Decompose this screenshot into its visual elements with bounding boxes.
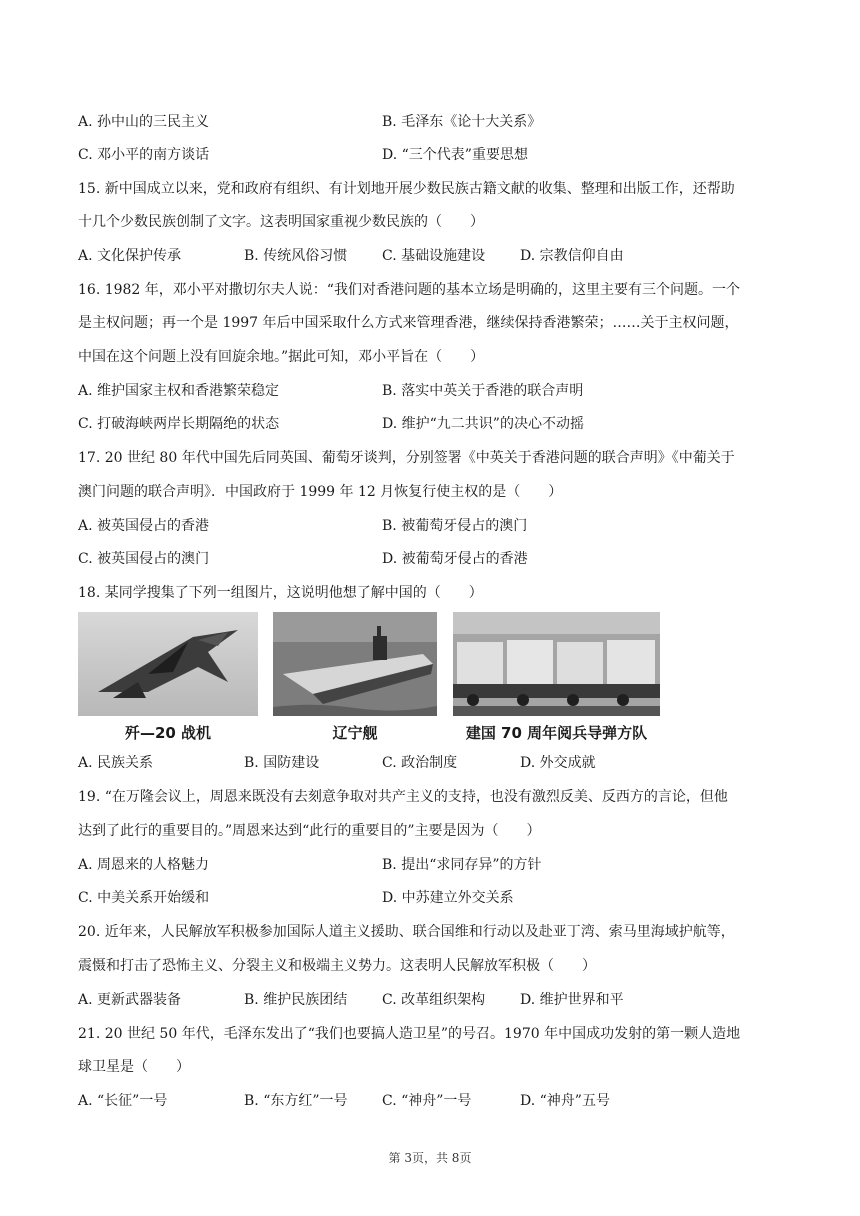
q17-option-d: D. 被葡萄牙侵占的香港 [382, 551, 528, 567]
q15-option-a: A. 文化保护传承 [78, 248, 182, 264]
q16-option-d: D. 维护“九二共识”的决心不动摇 [382, 416, 584, 432]
q18-option-c: C. 政治制度 [382, 755, 458, 771]
q18-stem-line-1: 18. 某同学搜集了下列一组图片，这说明他想了解中国的（ ） [78, 585, 483, 601]
q16-option-c: C. 打破海峡两岸长期隔绝的状态 [78, 416, 280, 432]
fighter-jet-image [78, 612, 258, 716]
q16-option-b: B. 落实中英关于香港的联合声明 [382, 383, 584, 399]
q17-option-a: A. 被英国侵占的香港 [78, 518, 210, 534]
q21-stem-line-2: 球卫星是（ ） [78, 1059, 190, 1075]
fighter-jet-caption: 歼—20 战机 [124, 724, 212, 742]
q20-stem-line-2: 震慑和打击了恐怖主义、分裂主义和极端主义势力。这表明人民解放军积极（ ） [78, 958, 596, 974]
q14-option-d: D. “三个代表”重要思想 [382, 147, 528, 163]
q18-option-b: B. 国防建设 [244, 755, 320, 771]
q14-option-c: C. 邓小平的南方谈话 [78, 147, 210, 163]
q21-stem-line-1: 21. 20 世纪 50 年代，毛泽东发出了“我们也要搞人造卫星”的号召。1970 年中国成功发射的第一颗人造地 [78, 1026, 741, 1042]
aircraft-carrier-image [273, 612, 437, 716]
q16-stem-line-2: 是主权问题；再一个是 1997 年后中国采取什么方式来管理香港，继续保持香港繁荣；……关于主权问题， [78, 315, 739, 331]
q18-photo-group [78, 612, 660, 748]
q15-option-d: D. 宗教信仰自由 [520, 248, 624, 264]
q16-option-a: A. 维护国家主权和香港繁荣稳定 [78, 383, 280, 399]
q14-option-a: A. 孙中山的三民主义 [78, 114, 210, 130]
q16-stem-line-1: 16. 1982 年，邓小平对撒切尔夫人说：“我们对香港问题的基本立场是明确的，这里主要有三个问题。一个 [78, 282, 740, 298]
q17-stem-line-2: 澳门问题的联合声明》．中国政府于 1999 年 12 月恢复行使主权的是（ ） [78, 484, 563, 500]
q21-option-d: D. “神舟”五号 [520, 1093, 610, 1109]
aircraft-carrier-caption: 辽宁舰 [332, 724, 378, 742]
page-number-footer: 第 3页，共 8页 [388, 1151, 472, 1165]
q17-stem-line-1: 17. 20 世纪 80 年代中国先后同英国、葡萄牙谈判，分别签署《中英关于香港问题的联合声明》《中葡关于 [78, 450, 735, 466]
missile-parade-photo [453, 612, 660, 716]
q15-stem-line-2: 十几个少数民族创制了文字。这表明国家重视少数民族的（ ） [78, 214, 484, 230]
q17-option-c: C. 被英国侵占的澳门 [78, 551, 210, 567]
q16-stem-line-3: 中国在这个问题上没有回旋余地。”据此可知，邓小平旨在（ ） [78, 349, 485, 365]
q20-stem-line-1: 20. 近年来，人民解放军积极参加国际人道主义援助、联合国维和行动以及赴亚丁湾、索马里海域护航等， [78, 924, 735, 940]
q15-option-c: C. 基础设施建设 [382, 248, 486, 264]
q15-option-b: B. 传统风俗习惯 [244, 248, 348, 264]
q18-option-a: A. 民族关系 [78, 755, 154, 771]
q14-option-b: B. 毛泽东《论十大关系》 [382, 114, 542, 130]
fighter-jet-photo [78, 612, 258, 716]
q19-stem-line-2: 达到了此行的重要目的。”周恩来达到“此行的重要目的”主要是因为（ ） [78, 823, 541, 839]
q19-stem-line-1: 19. “在万隆会议上，周恩来既没有去刻意争取对共产主义的支持，也没有激烈反美、反西方的言论，但他 [78, 789, 728, 805]
missile-parade-caption: 建国 70 周年阅兵导弹方队 [465, 724, 648, 742]
q21-option-b: B. “东方红”一号 [244, 1093, 348, 1109]
q19-option-a: A. 周恩来的人格魅力 [78, 857, 210, 873]
q15-stem-line-1: 15. 新中国成立以来，党和政府有组织、有计划地开展少数民族古籍文献的收集、整理和出版工作，还帮助 [78, 181, 735, 197]
q21-option-c: C. “神舟”一号 [382, 1093, 472, 1109]
q19-option-d: D. 中苏建立外交关系 [382, 890, 514, 906]
q21-option-a: A. “长征”一号 [78, 1093, 168, 1109]
q20-option-d: D. 维护世界和平 [520, 992, 624, 1008]
q17-option-b: B. 被葡萄牙侵占的澳门 [382, 518, 528, 534]
missile-parade-image [453, 612, 660, 716]
q19-option-c: C. 中美关系开始缓和 [78, 890, 210, 906]
q19-option-b: B. 提出“求同存异”的方针 [382, 857, 542, 873]
q18-option-d: D. 外交成就 [520, 755, 596, 771]
q20-option-a: A. 更新武器装备 [78, 992, 182, 1008]
q20-option-b: B. 维护民族团结 [244, 992, 348, 1008]
aircraft-carrier-photo [273, 612, 437, 716]
q20-option-c: C. 改革组织架构 [382, 992, 486, 1008]
